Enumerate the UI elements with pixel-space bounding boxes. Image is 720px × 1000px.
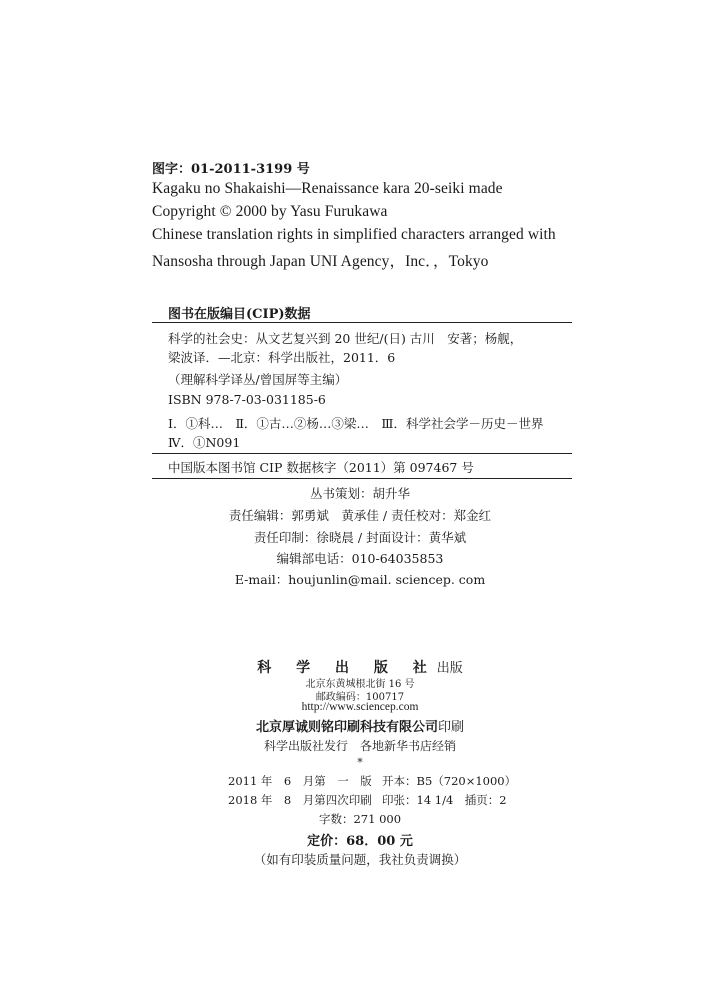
agency-line: Nansosha through Japan UNI Agency，Inc．，Tokyo [152,253,489,270]
quality-notice: （如有印装质量问题，我社负责调换） [253,852,467,867]
cip-top-rule [152,322,572,323]
publisher-line [0,657,720,677]
cip-line: 科学的社会史：从文艺复兴到 20 世纪/(日) 古川 安著；杨舰， [168,331,523,346]
printer-name: 北京厚诚则铭印刷科技有限公司 [255,720,438,735]
cip-line: 梁波译．—北京：科学出版社，2011．6 [168,350,396,365]
cip-line: （理解科学译丛/曾国屏等主编） [168,372,348,387]
word-count: 字数：271 000 [318,812,402,826]
cip-line: ISBN 978-7-03-031185-6 [168,392,326,407]
printer-suffix: 印刷 [438,720,465,735]
copyright-registration: 图字：01-2011-3199 号 [152,162,310,177]
distribution-line: 科学出版社发行 各地新华书店经销 [263,739,456,753]
production-line: 责任印制：徐晓晨 / 封面设计：黄华斌 [253,530,467,545]
editors-line: 责任编辑：郭勇斌 黄承佳 / 责任校对：郑金红 [228,508,492,523]
printer-line [0,716,720,735]
publisher-suffix: 出版 [436,661,463,676]
price: 定价：68．00 元 [307,834,413,849]
publisher-address: 北京东黄城根北街 16 号 [305,679,415,690]
cip-check-number: 中国版本图书馆 CIP 数据核字（2011）第 097467 号 [168,460,474,475]
translation-rights-line: Chinese translation rights in simplified characters arranged with [152,226,556,243]
cip-line: Ⅳ．①N091 [168,435,241,450]
publisher-name: 科 学 出 版 社 [257,660,437,676]
copyright-line: Copyright © 2000 by Yasu Furukawa [152,203,388,220]
cip-bottom-rule [152,478,572,479]
editorial-phone: 编辑部电话：010-64035853 [276,551,444,566]
publisher-url: http://www.sciencep.com [301,701,419,713]
series-planner: 丛书策划：胡升华 [309,486,410,501]
cip-line: Ⅰ．①科… Ⅱ．①古…②杨…③梁… Ⅲ．科学社会学－历史－世界 [168,416,544,431]
separator-asterisk: * [357,756,363,769]
first-edition: 2011 年 6 月第 一 版 [228,774,372,788]
publisher-postcode: 邮政编码：100717 [315,692,405,703]
book-format: 开本：B5（720×1000） [382,774,517,788]
cip-mid-rule [152,453,572,454]
cip-heading: 图书在版编目(CIP)数据 [168,307,311,322]
editorial-email: E-mail：houjunlin@mail. sciencep. com [234,572,486,587]
sheet-count: 印张：14 1/4 插页：2 [382,793,507,807]
reprint-info: 2018 年 8 月第四次印刷 [228,793,372,807]
original-title: Kagaku no Shakaishi—Renaissance kara 20-seiki made [152,180,503,197]
